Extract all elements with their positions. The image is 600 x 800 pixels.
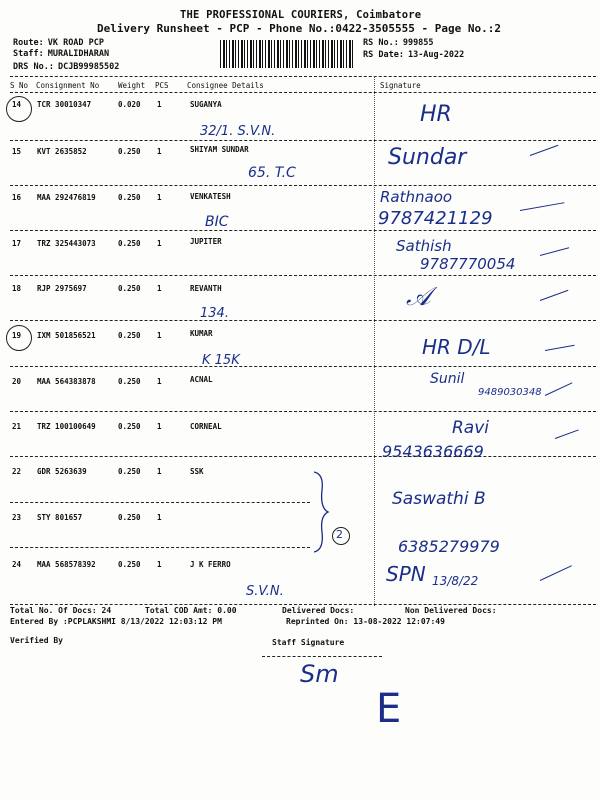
cell-consignment: TRZ 325443073 — [37, 239, 96, 248]
route-line — [13, 38, 104, 48]
staff-signature-line — [262, 656, 382, 657]
cell-consignee: ACNAL — [190, 375, 213, 384]
handwritten-note: 65. T.C — [248, 165, 296, 181]
cell-weight: 0.250 — [118, 193, 141, 202]
tick-stroke — [545, 382, 573, 396]
rs-date-value: 13-Aug-2022 — [407, 50, 465, 60]
row-circle-mark — [6, 325, 32, 351]
signature-column-divider — [374, 76, 375, 606]
cell-sno: 17 — [12, 239, 22, 248]
cell-weight: 0.250 — [118, 147, 141, 156]
staff-signature-mark: Sm — [300, 660, 339, 688]
cell-pcs: 1 — [157, 193, 162, 202]
cell-consignment: IXM 501856521 — [37, 331, 96, 340]
handwritten-note: K 15K — [202, 353, 240, 368]
cell-weight: 0.250 — [118, 560, 141, 569]
cell-consignment: KVT 2635852 — [37, 147, 87, 156]
staff-signature-label: Staff Signature — [272, 638, 345, 647]
cell-sno: 21 — [12, 422, 22, 431]
cell-pcs: 1 — [157, 467, 162, 476]
cell-consignee: KUMAR — [190, 329, 213, 338]
col-header-signature: Signature — [380, 81, 421, 90]
total-docs: Total No. Of Docs: 24 — [10, 606, 112, 615]
cell-pcs: 1 — [157, 422, 162, 431]
cell-consignee: SSK — [190, 467, 204, 476]
signature: SPN — [386, 562, 426, 586]
cell-consignee: REVANTH — [190, 284, 222, 293]
row-separator — [10, 411, 596, 412]
header-bottom-rule — [10, 92, 596, 93]
route-value: VK ROAD PCP — [47, 38, 105, 48]
cell-pcs: 1 — [157, 100, 162, 109]
tick-stroke — [555, 429, 579, 438]
row-separator — [10, 604, 596, 605]
signature-date: 13/8/22 — [432, 574, 479, 588]
cell-consignment: MAA 564383878 — [37, 377, 96, 386]
handwritten-note: 134. — [200, 306, 229, 321]
cell-sno: 14 — [12, 100, 22, 109]
col-header-consignee: Consignee Details — [187, 81, 264, 90]
total-cod-amount: Total COD Amt: 0.00 — [145, 606, 237, 615]
runsheet-subtitle: Delivery Runsheet - PCP - Phone No.:0422-3505555 - Page No.:2 — [97, 22, 501, 35]
signature: Sundar — [388, 145, 467, 170]
cell-consignment: TRZ 100100649 — [37, 422, 96, 431]
signature-phone: 9489030348 — [478, 387, 542, 398]
rs-no-line — [363, 38, 434, 48]
signature: Sathish — [396, 237, 452, 255]
cell-weight: 0.250 — [118, 239, 141, 248]
reprinted-on: Reprinted On: 13-08-2022 12:07:49 — [286, 617, 445, 626]
row-separator — [10, 275, 596, 276]
drs-value: DCJB99985502 — [57, 62, 120, 72]
cell-pcs: 1 — [157, 513, 162, 522]
staff-line — [13, 49, 109, 59]
row-separator — [10, 547, 310, 548]
cell-weight: 0.250 — [118, 284, 141, 293]
cell-pcs: 1 — [157, 239, 162, 248]
signature: Saswathi B — [392, 489, 486, 509]
rs-no-label: RS No.: — [363, 38, 399, 48]
signature-phone: 9787770054 — [420, 255, 516, 273]
cell-sno: 18 — [12, 284, 22, 293]
rs-date-line — [363, 50, 464, 60]
non-delivered-docs: Non Delivered Docs: — [405, 606, 497, 615]
brace-mark — [310, 470, 332, 555]
tick-stroke — [520, 202, 564, 211]
cell-consignee: SHIYAM SUNDAR — [190, 145, 249, 154]
company-title: THE PROFESSIONAL COURIERS, Coimbatore — [180, 9, 422, 21]
col-header-consignment: Consignment No — [36, 81, 100, 90]
signature: Ravi — [452, 418, 490, 438]
col-header-pcs: PCS — [155, 81, 169, 90]
row-circle-mark — [6, 96, 32, 122]
route-label: Route: — [13, 38, 44, 48]
staff-value: MURALIDHARAN — [47, 49, 110, 59]
row-separator — [10, 456, 596, 457]
signature: 𝒜 — [406, 282, 431, 312]
cell-weight: 0.250 — [118, 467, 141, 476]
cell-sno: 19 — [12, 331, 22, 340]
col-header-sno: S No — [10, 81, 29, 90]
cell-consignment: MAA 568578392 — [37, 560, 96, 569]
delivered-docs: Delivered Docs: — [282, 606, 355, 615]
cell-pcs: 1 — [157, 284, 162, 293]
handwritten-note: 2 — [336, 528, 343, 541]
cell-pcs: 1 — [157, 560, 162, 569]
tick-stroke — [540, 247, 569, 256]
handwritten-note: BIC — [205, 214, 229, 230]
cell-consignment: MAA 292476819 — [37, 193, 96, 202]
row-separator — [10, 185, 596, 186]
signature-phone: 9543636669 — [382, 442, 484, 461]
cell-consignment: TCR 30010347 — [37, 100, 92, 109]
rs-no-value: 999855 — [402, 38, 434, 48]
entered-by: Entered By :PCPLAKSHMI 8/13/2022 12:03:12 PM — [10, 617, 222, 626]
cell-consignee: JUPITER — [190, 237, 222, 246]
drs-line — [13, 62, 119, 72]
verified-by-label: Verified By — [10, 636, 63, 645]
cell-sno: 23 — [12, 513, 22, 522]
cell-consignee: SUGANYA — [190, 100, 222, 109]
header-top-rule — [10, 76, 596, 77]
signature: Sunil — [430, 371, 465, 387]
cell-consignee: CORNEAL — [190, 422, 222, 431]
cell-sno: 16 — [12, 193, 22, 202]
cell-pcs: 1 — [157, 331, 162, 340]
handwritten-letter-mark: E — [376, 686, 402, 732]
barcode — [220, 40, 355, 68]
signature: HR — [420, 102, 452, 127]
cell-weight: 0.250 — [118, 331, 141, 340]
handwritten-note: S.V.N. — [246, 584, 284, 599]
signature: Rathnaoo — [380, 188, 453, 206]
cell-consignment: GDR 5263639 — [37, 467, 87, 476]
signature-phone: 9787421129 — [378, 208, 493, 229]
signature: 6385279979 — [398, 537, 500, 556]
cell-weight: 0.250 — [118, 377, 141, 386]
tick-stroke — [530, 145, 559, 156]
cell-consignment: RJP 2975697 — [37, 284, 87, 293]
handwritten-note: 32/1. S.V.N. — [200, 124, 276, 139]
cell-weight: 0.020 — [118, 100, 141, 109]
cell-weight: 0.250 — [118, 422, 141, 431]
cell-consignee: VENKATESH — [190, 192, 231, 201]
cell-sno: 22 — [12, 467, 22, 476]
cell-consignee: J K FERRO — [190, 560, 231, 569]
cell-pcs: 1 — [157, 377, 162, 386]
row-separator — [10, 366, 596, 367]
staff-label: Staff: — [13, 49, 44, 59]
tick-stroke — [540, 565, 572, 581]
tick-stroke — [545, 345, 575, 351]
tick-stroke — [540, 290, 569, 301]
cell-sno: 15 — [12, 147, 22, 156]
rs-date-label: RS Date: — [363, 50, 404, 60]
cell-sno: 24 — [12, 560, 22, 569]
cell-consignment: STY 801657 — [37, 513, 83, 522]
cell-pcs: 1 — [157, 147, 162, 156]
row-separator — [10, 230, 596, 231]
signature: HR D/L — [422, 335, 491, 359]
row-separator — [10, 502, 310, 503]
drs-label: DRS No.: — [13, 62, 54, 72]
cell-weight: 0.250 — [118, 513, 141, 522]
row-separator — [10, 320, 596, 321]
row-separator — [10, 140, 596, 141]
col-header-weight: Weight — [118, 81, 146, 90]
cell-sno: 20 — [12, 377, 22, 386]
